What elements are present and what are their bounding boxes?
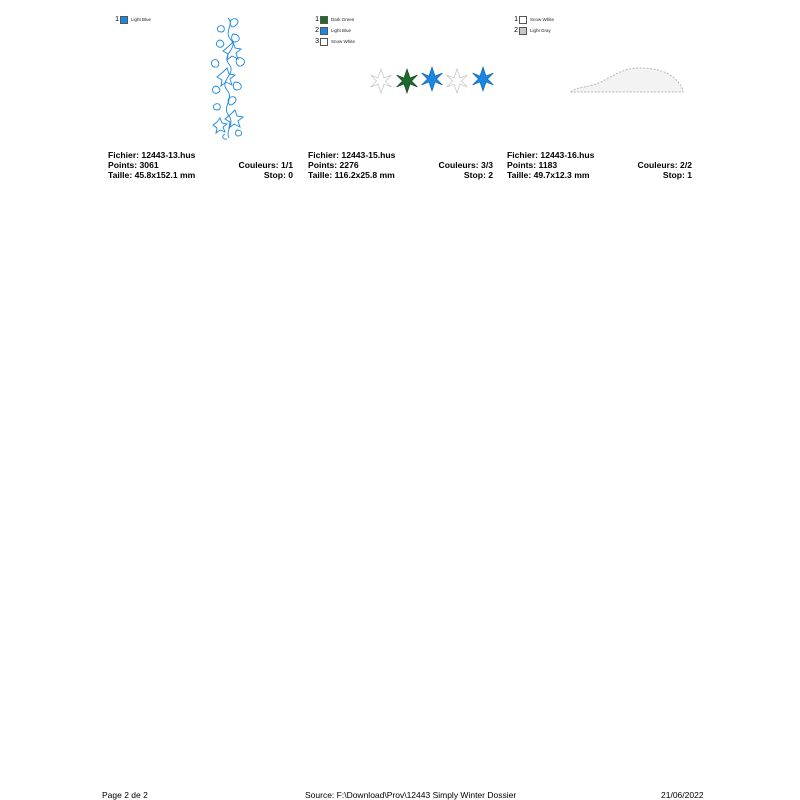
color-name: Light Blue bbox=[131, 17, 152, 22]
color-legend-row bbox=[313, 36, 355, 47]
design-info bbox=[308, 150, 493, 180]
color-legend bbox=[313, 14, 355, 47]
color-number: 1 bbox=[315, 16, 319, 23]
color-swatch bbox=[120, 16, 128, 24]
size-value: Taille: 116.2x25.8 mm bbox=[308, 170, 395, 180]
design-card-12443-15 bbox=[308, 0, 508, 190]
color-swatch bbox=[519, 16, 527, 24]
color-name: Snow White bbox=[331, 39, 356, 44]
color-swatch bbox=[320, 16, 328, 24]
stop-count: Stop: 0 bbox=[263, 170, 293, 180]
color-legend-row bbox=[113, 14, 151, 25]
design-info bbox=[108, 150, 293, 180]
design-card-12443-16 bbox=[507, 0, 707, 190]
file-name: Fichier: 12443-13.hus bbox=[108, 150, 196, 160]
page-number: Page 2 de 2 bbox=[102, 790, 148, 800]
color-number: 1 bbox=[514, 16, 518, 23]
design-info bbox=[507, 150, 692, 180]
floral-vine-border-icon bbox=[203, 14, 253, 142]
color-legend-row bbox=[313, 25, 355, 36]
colors-count: Couleurs: 3/3 bbox=[438, 160, 493, 170]
design-card-12443-13 bbox=[108, 0, 308, 190]
color-legend-row bbox=[512, 25, 554, 36]
color-number: 1 bbox=[115, 16, 119, 23]
points-count: Points: 1183 bbox=[507, 160, 558, 170]
color-number: 3 bbox=[315, 38, 319, 45]
stop-count: Stop: 1 bbox=[662, 170, 692, 180]
color-swatch bbox=[519, 27, 527, 35]
points-count: Points: 3061 bbox=[108, 160, 159, 170]
stop-count: Stop: 2 bbox=[463, 170, 493, 180]
star-flowers-row-icon bbox=[368, 64, 498, 98]
file-name: Fichier: 12443-15.hus bbox=[308, 150, 396, 160]
color-swatch bbox=[320, 38, 328, 46]
color-legend-row bbox=[512, 14, 554, 25]
color-name: Light Blue bbox=[331, 28, 352, 33]
file-name: Fichier: 12443-16.hus bbox=[507, 150, 595, 160]
colors-count: Couleurs: 2/2 bbox=[637, 160, 692, 170]
color-number: 2 bbox=[315, 27, 319, 34]
source-path: Source: F:\Download\Prov\12443 Simply Winter Dossier bbox=[305, 790, 517, 800]
print-date: 21/06/2022 bbox=[661, 790, 704, 800]
color-name: Light Gray bbox=[530, 28, 551, 33]
color-swatch bbox=[320, 27, 328, 35]
color-legend-row bbox=[313, 14, 355, 25]
snow-drift-icon bbox=[567, 60, 689, 100]
points-count: Points: 2276 bbox=[308, 160, 359, 170]
color-legend bbox=[512, 14, 554, 36]
color-name: Dark Green bbox=[331, 17, 355, 22]
size-value: Taille: 49.7x12.3 mm bbox=[507, 170, 590, 180]
colors-count: Couleurs: 1/1 bbox=[238, 160, 293, 170]
color-legend bbox=[113, 14, 151, 25]
color-number: 2 bbox=[514, 27, 518, 34]
color-name: Snow White bbox=[530, 17, 555, 22]
size-value: Taille: 45.8x152.1 mm bbox=[108, 170, 196, 180]
